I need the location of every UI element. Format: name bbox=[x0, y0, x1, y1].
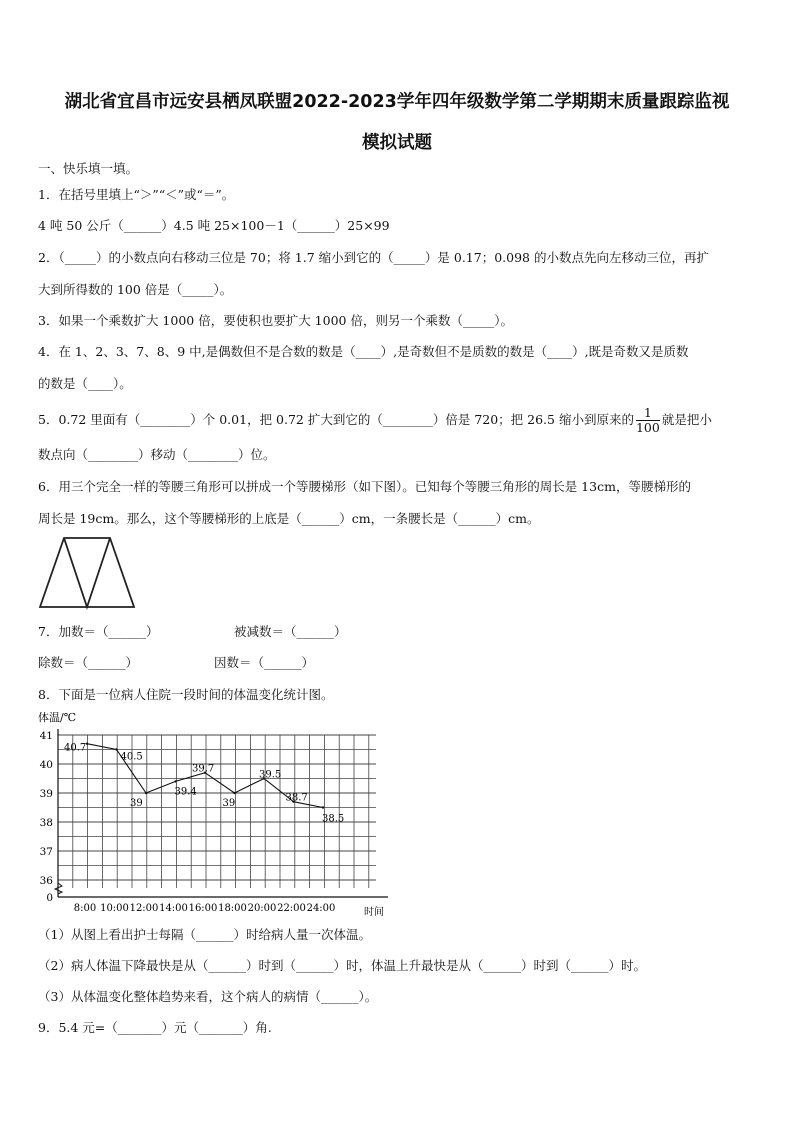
q3: 3．如果一个乘数扩大 1000 倍，要使积也要扩大 1000 倍，则另一个乘数（_____）。 bbox=[38, 313, 513, 328]
data-point bbox=[322, 806, 324, 808]
q4-line2: 的数是（____）。 bbox=[38, 376, 132, 391]
q2-line2: 大到所得数的 100 倍是（_____）。 bbox=[38, 282, 233, 297]
x-tick-label: 20:00 bbox=[247, 903, 277, 914]
q4-line1: 4．在 1、2、3、7、8、9 中,是偶数但不是合数的数是（____）,是奇数但不是质数的数是（____）,既是奇数又是质数 bbox=[38, 344, 689, 359]
data-label: 39.7 bbox=[192, 763, 215, 775]
chart-grid bbox=[58, 735, 376, 888]
q7-minuend: 被减数＝（______） bbox=[234, 624, 347, 639]
data-point bbox=[233, 792, 235, 794]
y-tick-label: 39 bbox=[39, 788, 53, 800]
q5-line2: 数点向（________）移动（________）位。 bbox=[38, 447, 276, 462]
x-tick-label: 14:00 bbox=[159, 903, 188, 914]
q6-line1: 6．用三个完全一样的等腰三角形可以拼成一个等腰梯形（如下图）。已知每个等腰三角形的周长是 13cm，等腰梯形的 bbox=[38, 479, 691, 494]
fraction-numerator: 1 bbox=[636, 406, 660, 421]
q8-stem: 8．下面是一位病人住院一段时间的体温变化统计图。 bbox=[38, 687, 334, 702]
y-tick-label: 38 bbox=[39, 817, 53, 829]
page-title-line2: 模拟试题 bbox=[362, 133, 432, 153]
q6-line2: 周长是 19cm。那么，这个等腰梯形的上底是（______）cm，一条腰长是（______）cm。 bbox=[38, 511, 540, 526]
x-tick-label: 24:00 bbox=[306, 903, 336, 914]
y-axis-label: 体温/℃ bbox=[38, 711, 77, 724]
temperature-chart bbox=[30, 706, 400, 920]
y-tick-label: 37 bbox=[39, 846, 53, 858]
x-tick-label: 10:00 bbox=[100, 903, 129, 914]
data-label: 40.5 bbox=[120, 751, 143, 763]
fraction-1-100 bbox=[636, 406, 660, 435]
trapezoid-figure bbox=[38, 534, 138, 612]
q5-line1-a: 5．0.72 里面有（________）个 0.01，把 0.72 扩大到它的（________）倍是 720；把 26.5 缩小到原来的 bbox=[38, 412, 634, 427]
data-label: 38.7 bbox=[285, 792, 308, 804]
x-tick-label: 12:00 bbox=[129, 903, 159, 914]
y-tick-label: 0 bbox=[46, 892, 53, 904]
y-tick-label: 40 bbox=[39, 759, 53, 771]
data-label: 38.5 bbox=[322, 813, 345, 825]
chart-series bbox=[64, 743, 344, 825]
page-title: 湖北省宜昌市远安县栖凤联盟2022-2023学年四年级数学第二学期期末质量跟踪监视 bbox=[64, 92, 730, 112]
x-tick-label: 8:00 bbox=[73, 903, 97, 914]
q8-sub3: （3）从体温变化整体趋势来看，这个病人的病情（______）。 bbox=[38, 989, 378, 1004]
q1-stem: 1．在括号里填上“＞”“＜”或“＝”。 bbox=[38, 187, 235, 202]
y-tick-label: 41 bbox=[39, 730, 53, 742]
data-label: 39.4 bbox=[174, 786, 197, 798]
x-axis-label: 时间 bbox=[364, 907, 384, 918]
section-heading: 一、快乐填一填。 bbox=[38, 161, 139, 176]
q5-line1 bbox=[38, 405, 712, 435]
q8-sub1: （1）从图上看出护士每隔（______）时给病人量一次体温。 bbox=[38, 927, 371, 942]
q7-addend: 7．加数＝（______） bbox=[38, 624, 159, 639]
q1-line: 4 吨 50 公斤（______）4.5 吨 25×100－1（______）25×99 bbox=[38, 218, 390, 233]
q7-divisor: 除数＝（______） bbox=[38, 655, 139, 670]
q7-factor: 因数＝（______） bbox=[214, 655, 315, 670]
data-point bbox=[174, 780, 176, 782]
data-label: 40.7 bbox=[64, 742, 87, 754]
q8-sub2: （2）病人体温下降最快是从（______）时到（______）时，体温上升最快是从（______）时到（______）时。 bbox=[38, 958, 646, 973]
q2-line1: 2．（_____）的小数点向右移动三位是 70；将 1.7 缩小到它的（_____）是 0.17；0.098 的小数点先向左移动三位，再扩 bbox=[38, 250, 709, 265]
q9: 9．5.4 元=（_______）元（_______）角. bbox=[38, 1020, 272, 1035]
x-tick-label: 22:00 bbox=[277, 903, 306, 914]
data-label: 39 bbox=[130, 798, 143, 809]
x-tick-label: 16:00 bbox=[188, 903, 218, 914]
fraction-denominator: 100 bbox=[635, 420, 660, 435]
x-tick-label: 18:00 bbox=[218, 903, 247, 914]
data-point bbox=[145, 792, 147, 794]
q5-line1-b: 就是把小 bbox=[661, 412, 712, 427]
data-point bbox=[115, 748, 117, 750]
data-label: 39 bbox=[222, 798, 236, 809]
y-tick-label: 36 bbox=[39, 875, 53, 887]
data-label: 39.5 bbox=[259, 769, 282, 781]
